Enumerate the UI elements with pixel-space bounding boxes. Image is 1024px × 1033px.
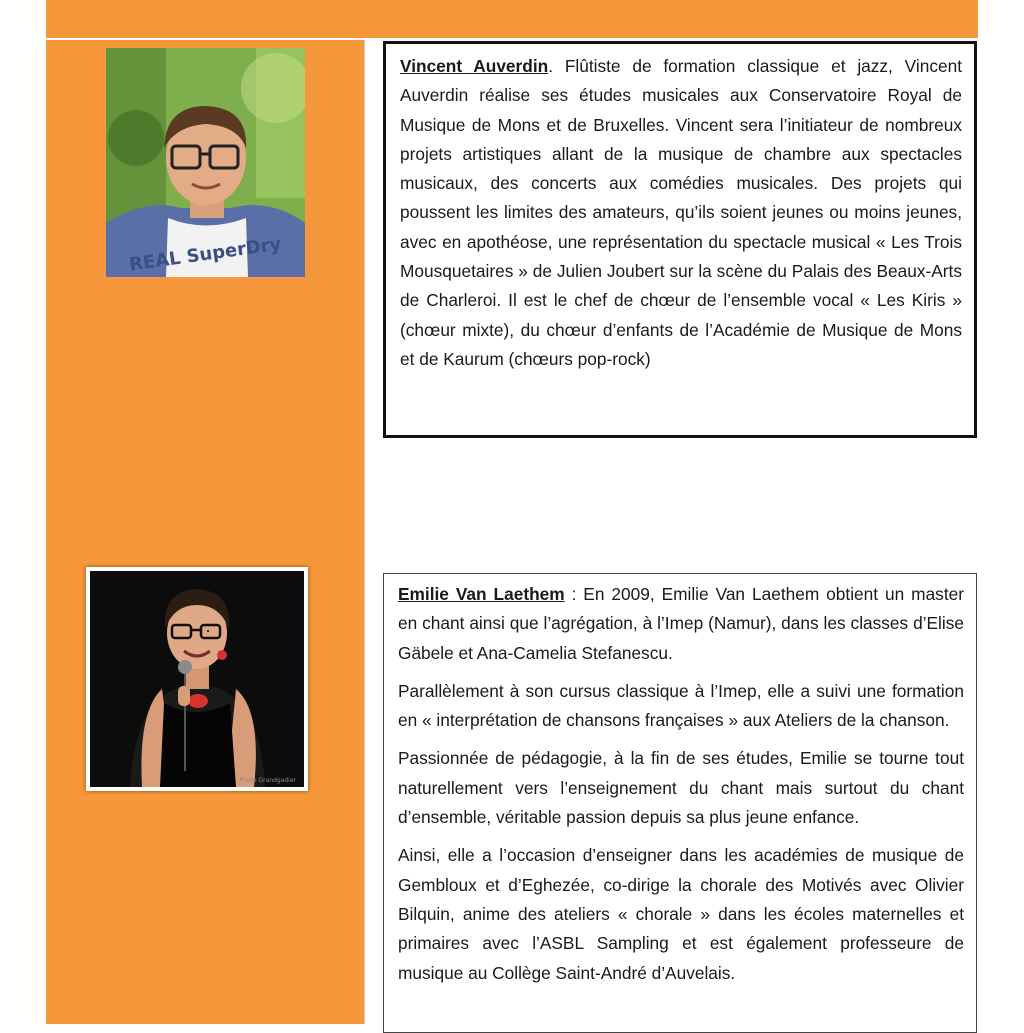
portrait-illustration xyxy=(106,48,305,277)
portrait-illustration-2 xyxy=(90,571,304,787)
portrait-vincent-auverdin xyxy=(106,48,305,277)
name-suffix: : xyxy=(564,584,577,604)
person-name: Emilie Van Laethem xyxy=(398,584,565,604)
shirt-print: REAL SuperDry xyxy=(127,233,283,276)
bio-box-emilie xyxy=(383,573,977,1033)
bio-paragraph: Ainsi, elle a l’occasion d’enseigner dans les académies de musique de Gembloux et d’Eghezée, co-dirige la chorale des Motivés avec Olivier Bilquin, anime des ateliers « chorale » dans les écoles maternelles et primaires avec l’ASBL Sampling et est également professeure de musique au Collège Saint-André d’Auvelais. xyxy=(398,845,964,983)
bio-text: Flûtiste de formation classique et jazz, Vincent Auverdin réalise ses études musicales aux Conservatoire Royal de Musique de Mons et de Bruxelles. Vincent sera l’initiateur de nombreux projets artistiques allant de la musique de chambre aux spectacles musicaux, des concerts aux comédies musicales. Des projets qui poussent les limites des amateurs, qu’ils soient jeunes ou moins jeunes, avec en apothéose, une représentation du spectacle musical « Les Trois Mousquetaires » de Julien Joubert sur la scène du Palais des Beaux-Arts de Charleroi. Il est le chef de chœur de l’ensemble vocal « Les Kiris » (chœur mixte), du chœur d’enfants de l’Académie de Musique de Mons et de Kaurum (chœurs pop-rock) xyxy=(400,56,962,369)
bio-box-vincent xyxy=(383,41,977,438)
portrait-emilie-van-laethem xyxy=(86,567,308,791)
name-suffix: . xyxy=(548,56,553,76)
header-band xyxy=(46,0,978,38)
bio-paragraph xyxy=(398,580,964,668)
bio-paragraph xyxy=(400,52,962,374)
photo-watermark: Photo Grandgadier xyxy=(239,777,296,784)
person-name: Vincent Auverdin xyxy=(400,56,549,76)
bio-paragraph: Parallèlement à son cursus classique à l’Imep, elle a suivi une formation en « interprétation de chansons françaises » aux Ateliers de la chanson. xyxy=(398,680,964,731)
bio-text: En 2009, Emilie Van Laethem obtient un master en chant ainsi que l’agrégation, à l’Imep (Namur), dans les classes d’Elise Gäbele et Ana-Camelia Stefanescu. xyxy=(398,584,964,663)
bio-paragraph: Passionnée de pédagogie, à la fin de ses études, Emilie se tourne tout naturellement vers l’enseignement du chant mais surtout du chant d’ensemble, véritable passion depuis sa plus jeune enfance. xyxy=(398,748,964,828)
